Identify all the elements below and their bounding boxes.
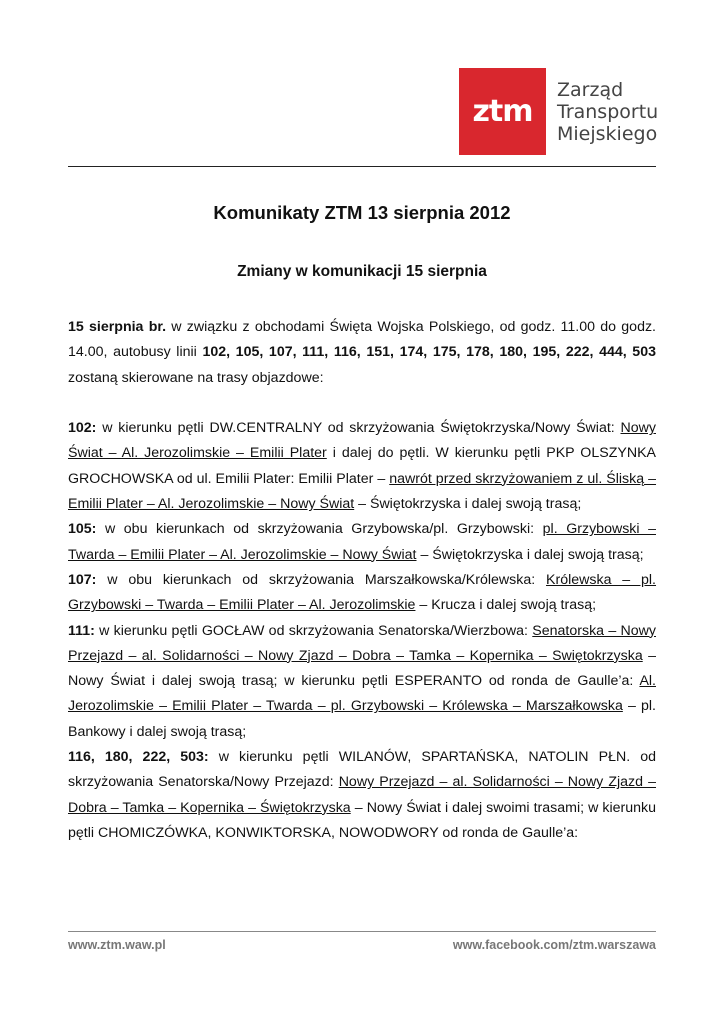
route-111-detour-2: Al. Jerozolimskie – Emilii Plater – Twarda – pl. Grzybowski – Królewska – Marszałkowska xyxy=(68,673,656,715)
route-107-label: 107: xyxy=(68,571,97,588)
page-title: Komunikaty ZTM 13 sierpnia 2012 xyxy=(213,202,511,223)
route-105-text-1: w obu kierunkach od skrzyżowania Grzybowska/pl. Grzybowski: xyxy=(96,521,543,538)
route-105 xyxy=(68,517,656,568)
route-102-detour-2: nawrót przed skrzyżowaniem z ul. Śliską – Emilii Plater – Al. Jerozolimskie – Nowy Świat xyxy=(68,470,657,513)
route-116 xyxy=(68,745,656,846)
route-102 xyxy=(68,416,656,517)
route-116-detour-1: Nowy Przejazd – al. Solidarności – Nowy Zjazd – Dobra – Tamka – Kopernika – Świętokrzyska xyxy=(68,774,656,816)
route-111 xyxy=(68,619,656,745)
route-107 xyxy=(68,568,656,619)
page-subtitle: Zmiany w komunikacji 15 sierpnia xyxy=(237,263,487,280)
ztm-logo-wordmark xyxy=(557,79,658,145)
header-divider xyxy=(68,166,656,167)
route-107-detour-1: Królewska – pl. Grzybowski – Twarda – Emilii Plater – Al. Jerozolimskie xyxy=(68,571,657,614)
route-111-text-2: – Nowy Świat i dalej swoją trasą; w kierunku pętli ESPERANTO od ronda de Gaulle’a: xyxy=(68,647,656,690)
intro-paragraph xyxy=(68,315,656,391)
route-116-text-1: w kierunku pętli WILANÓW, SPARTAŃSKA, NATOLIN PŁN. od skrzyżowania Senatorska/Nowy Przejazd: xyxy=(68,749,656,791)
logo-line-2: Transportu xyxy=(557,100,659,123)
route-102-label: 102: xyxy=(68,420,97,437)
route-105-text-2: – Świętokrzyska i dalej swoją trasą; xyxy=(416,546,644,563)
intro-date: 15 sierpnia br. xyxy=(68,319,167,335)
ztm-logo-mark-text: ztm xyxy=(472,94,533,129)
route-102-text-3: – Świętokrzyska i dalej swoją trasą; xyxy=(354,496,582,513)
route-116-text-2: – Nowy Świat i dalej swoimi trasami; w kierunku pętli CHOMICZÓWKA, KONWIKTORSKA, NOWODWORY od ronda de Gaulle’a: xyxy=(68,799,657,841)
route-111-text-1: w kierunku pętli GOCŁAW od skrzyżowania Senatorska/Wierzbowa: xyxy=(94,622,533,639)
footer-facebook-link[interactable]: www.facebook.com/ztm.warszawa xyxy=(452,938,656,952)
footer-divider xyxy=(68,931,656,932)
document-body xyxy=(68,315,656,846)
route-107-text-1: w obu kierunkach od skrzyżowania Marszałkowska/Królewska: xyxy=(96,571,547,588)
route-105-label: 105: xyxy=(68,521,97,538)
logo-line-1: Zarząd xyxy=(557,78,624,101)
intro-text-2: zostaną skierowane na trasy objazdowe: xyxy=(68,369,324,386)
footer-website-link[interactable]: www.ztm.waw.pl xyxy=(68,938,166,952)
route-116-label: 116, 180, 222, 503: xyxy=(68,749,209,766)
route-111-detour-1: Senatorska – Nowy Przejazd – al. Solidarności – Nowy Zjazd – Dobra – Tamka – Kopernika – Swiętokrzyska xyxy=(68,622,656,664)
route-102-detour-1: Nowy Świat – Al. Jerozolimskie – Emilii Plater xyxy=(68,420,656,462)
intro-lines: 102, 105, 107, 111, 116, 151, 174, 175, 178, 180, 195, 222, 444, 503 xyxy=(202,344,656,361)
logo-line-3: Miejskiego xyxy=(557,122,658,145)
route-102-text-2: i dalej do pętli. W kierunku pętli PKP OLSZYNKA GROCHOWSKA od ul. Emilii Plater: Emilii Plater – xyxy=(68,445,656,487)
route-105-detour-1: pl. Grzybowski – Twarda – Emilii Plater – Al. Jerozolimskie – Nowy Świat xyxy=(68,521,656,563)
route-111-text-3: – pl. Bankowy i dalej swoją trasą; xyxy=(68,698,656,740)
intro-text-1: w związku z obchodami Święta Wojska Polskiego, od godz. 11.00 do godz. 14.00, autobusy linii xyxy=(68,319,656,361)
route-107-text-2: – Krucza i dalej swoją trasą; xyxy=(415,597,597,614)
route-102-text-1: w kierunku pętli DW.CENTRALNY od skrzyżowania Świętokrzyska/Nowy Świat: xyxy=(96,420,621,437)
route-111-label: 111: xyxy=(68,622,95,639)
ztm-logo xyxy=(459,68,658,155)
ztm-logo-mark xyxy=(459,68,546,155)
